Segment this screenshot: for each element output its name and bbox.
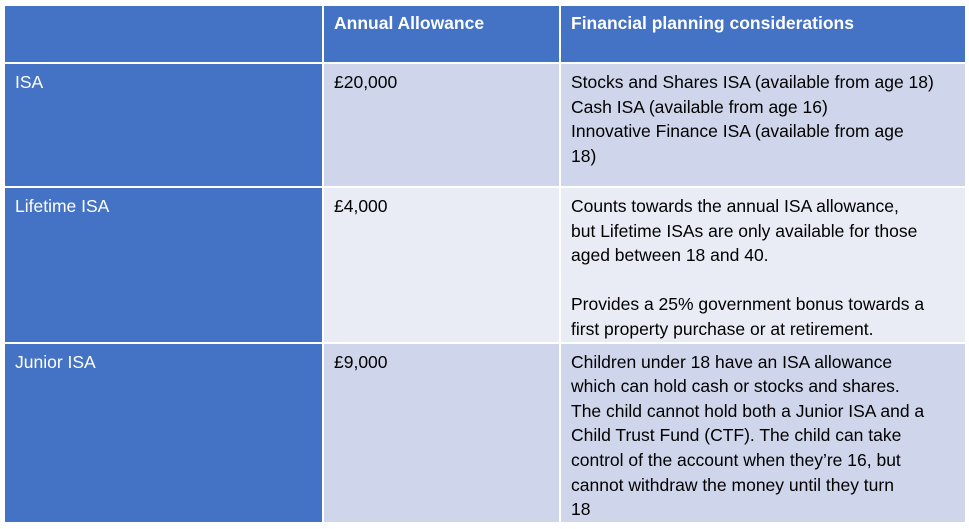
product-name: Lifetime ISA <box>4 187 323 343</box>
considerations-line: Stocks and Shares ISA (available from age 18) <box>571 72 934 92</box>
table-row-isa <box>4 63 966 187</box>
table-row-lifetime-isa <box>4 187 966 343</box>
allowance-value: £4,000 <box>323 187 560 343</box>
considerations-line: Cash ISA (available from age 16) <box>571 96 828 117</box>
considerations-line: 18) <box>571 145 597 166</box>
considerations-line: The child cannot hold both a Junior ISA and a <box>571 400 925 421</box>
considerations-cell <box>560 343 966 523</box>
considerations-line: first property purchase or at retirement. <box>571 318 874 339</box>
considerations-cell <box>560 187 966 343</box>
table-header-row <box>4 5 966 63</box>
header-annual-allowance: Annual Allowance <box>323 5 560 63</box>
considerations-cell <box>560 63 966 187</box>
considerations-line: Children under 18 have an ISA allowance <box>571 351 893 372</box>
considerations-line: Counts towards the annual ISA allowance, <box>571 196 899 216</box>
allowance-value: £20,000 <box>323 63 560 187</box>
product-name: Junior ISA <box>4 343 323 523</box>
allowance-value: £9,000 <box>323 343 560 523</box>
considerations-line: Child Trust Fund (CTF). The child can take <box>571 425 902 446</box>
considerations-line: aged between 18 and 40. <box>571 245 769 266</box>
considerations-line: control of the account when they’re 16, but <box>571 449 901 470</box>
header-product <box>4 5 323 63</box>
paragraph-gap <box>571 268 955 293</box>
considerations-line: but Lifetime ISAs are only available for those <box>571 220 918 241</box>
considerations-line: 18 <box>571 499 591 520</box>
considerations-line: Provides a 25% government bonus towards a <box>571 294 925 315</box>
header-financial-planning: Financial planning considerations <box>560 5 966 63</box>
isa-allowance-table <box>3 4 967 524</box>
considerations-line: Innovative Finance ISA (available from age <box>571 121 904 142</box>
product-name: ISA <box>4 63 323 187</box>
considerations-line: cannot withdraw the money until they turn <box>571 474 894 495</box>
considerations-line: which can hold cash or stocks and shares. <box>571 376 900 397</box>
table-row-junior-isa <box>4 343 966 523</box>
